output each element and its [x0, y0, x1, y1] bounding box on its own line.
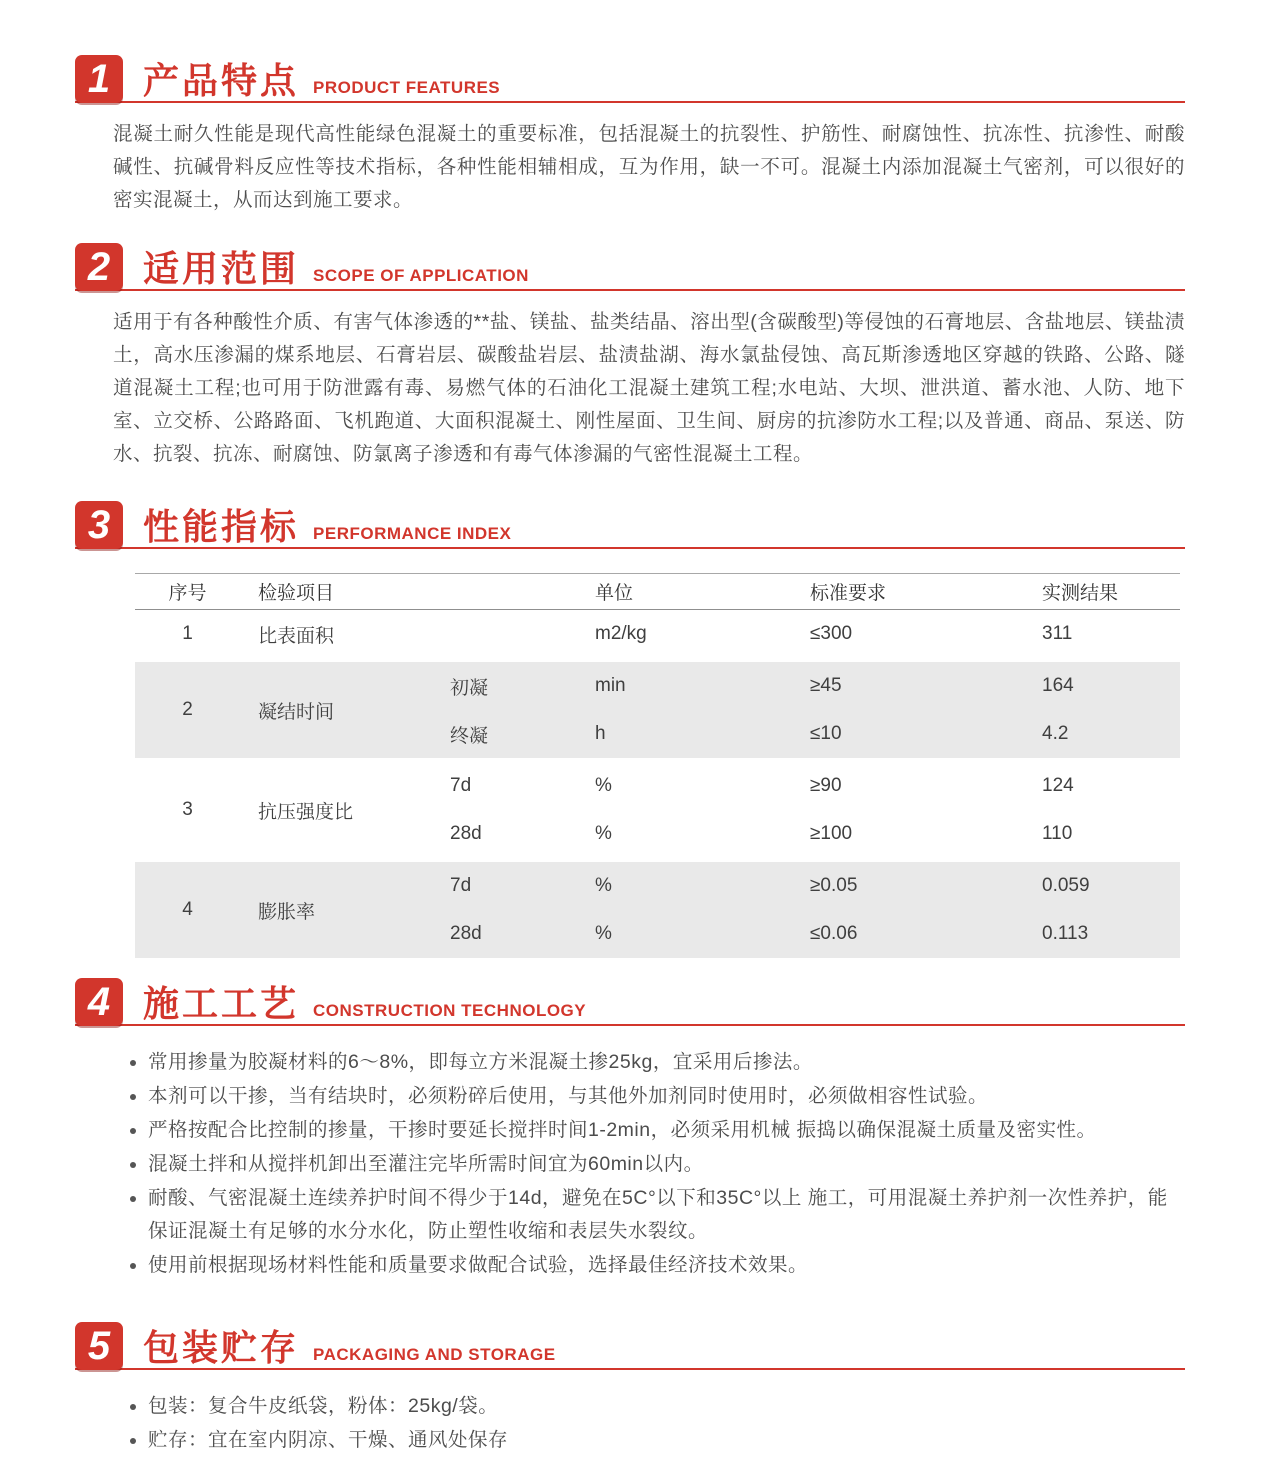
section-subtitle: SCOPE OF APPLICATION — [313, 266, 529, 285]
section-title: 产品特点 — [143, 60, 300, 101]
cell-no: 4 — [182, 899, 193, 920]
col-header-result: 实测结果 — [1042, 583, 1119, 604]
section-product-features — [0, 0, 1280, 217]
cell-result: 164 — [1042, 675, 1074, 696]
cell-standard: ≤300 — [810, 623, 853, 644]
cell-unit: min — [595, 675, 626, 696]
cell-item: 比表面积 — [258, 625, 335, 647]
table-subrow — [430, 762, 1180, 810]
section-packaging-storage — [0, 1322, 1280, 1457]
cell-unit: % — [595, 823, 612, 844]
list-item: 贮存：宜在室内阴凉、干燥、通风处保存 — [128, 1424, 1185, 1457]
section-header — [75, 243, 1185, 291]
cell-sub: 28d — [450, 923, 482, 944]
list-item: 本剂可以干掺，当有结块时，必须粉碎后使用，与其他外加剂同时使用时，必须做相容性试验。 — [128, 1080, 1185, 1113]
list-item: 严格按配合比控制的掺量，干掺时要延长搅拌时间1-2min，必须采用机械 振捣以确保混凝土质量及密实性。 — [128, 1114, 1185, 1147]
table-subrow — [430, 910, 1180, 958]
cell-standard: ≥45 — [810, 675, 842, 696]
list-item: 耐酸、气密混凝土连续养护时间不得少于14d，避免在5C°以下和35C°以上 施工，可用混凝土养护剂一次性养护，能保证混凝土有足够的水分水化，防止塑性收缩和表层失水裂纹。 — [128, 1182, 1185, 1248]
cell-result: 311 — [1042, 623, 1073, 644]
application-paragraph: 适用于有各种酸性介质、有害气体渗透的**盐、镁盐、盐类结晶、溶出型(含碳酸型)等侵蚀的石膏地层、含盐地层、镁盐渍土，高水压渗漏的煤系地层、石膏岩层、碳酸盐岩层、盐渍盐湖、海水氯盐侵蚀、高瓦斯渗透地区穿越的铁路、公路、隧道混凝土工程;也可用于防泄露有毒、易燃气体的石油化工混凝土建筑工程;水电站、大坝、泄洪道、蓄水池、人防、地下室、立交桥、公路路面、飞机跑道、大面积混凝土、刚性屋面、卫生间、厨房的抗渗防水工程;以及普通、商品、泵送、防水、抗裂、抗冻、耐腐蚀、防氯离子渗透和有毒气体渗漏的气密性混凝土工程。 — [113, 311, 1185, 465]
cell-no: 3 — [182, 799, 193, 820]
section-header — [75, 978, 1185, 1026]
cell-standard: ≥0.05 — [810, 875, 858, 896]
cell-sub: 初凝 — [450, 677, 489, 699]
cell-standard: ≤10 — [810, 723, 842, 744]
table-row — [135, 762, 1180, 858]
cell-no: 2 — [182, 699, 193, 720]
cell-sub: 28d — [450, 823, 482, 844]
section-header — [75, 55, 1185, 103]
performance-table — [135, 573, 1180, 958]
cell-unit: m2/kg — [595, 623, 647, 644]
list-item: 混凝土拌和从搅拌机卸出至灌注完毕所需时间宜为60min以内。 — [128, 1148, 1185, 1181]
cell-unit: % — [595, 775, 612, 796]
cell-item: 膨胀率 — [258, 901, 316, 923]
section-number-badge: 3 — [75, 501, 123, 549]
list-item: 常用掺量为胶凝材料的6～8%，即每立方米混凝土掺25kg，宜采用后掺法。 — [128, 1046, 1185, 1079]
table-row — [135, 662, 1180, 758]
section-header — [75, 1322, 1185, 1370]
table-row — [135, 862, 1180, 958]
cell-unit: % — [595, 923, 612, 944]
section-number-badge: 4 — [75, 978, 123, 1026]
section-number-badge: 1 — [75, 55, 123, 103]
cell-standard: ≥90 — [810, 775, 842, 796]
cell-sub: 终凝 — [450, 725, 489, 747]
col-header-standard: 标准要求 — [810, 583, 887, 604]
cell-unit: h — [595, 723, 606, 744]
cell-result: 4.2 — [1042, 723, 1069, 744]
features-paragraph: 混凝土耐久性能是现代高性能绿色混凝土的重要标准，包括混凝土的抗裂性、护筋性、耐腐蚀性、抗冻性、抗渗性、耐酸碱性、抗碱骨料反应性等技术指标，各种性能相辅相成，互为作用，缺一不可。混凝土内添加混凝土气密剂，可以很好的密实混凝土，从而达到施工要求。 — [113, 123, 1185, 211]
table-subrow — [430, 710, 1180, 758]
section-title: 性能指标 — [143, 506, 300, 547]
table-row — [135, 610, 1180, 658]
section-subtitle: PACKAGING AND STORAGE — [313, 1345, 556, 1364]
section-number-badge: 2 — [75, 243, 123, 291]
section-number-badge: 5 — [75, 1322, 123, 1370]
section-title: 包装贮存 — [143, 1327, 300, 1368]
table-subrow — [430, 810, 1180, 858]
packaging-notes-list — [128, 1390, 1185, 1457]
cell-no: 1 — [182, 623, 193, 644]
section-performance-index — [0, 501, 1280, 958]
section-title: 适用范围 — [143, 248, 300, 289]
table-subrow — [430, 662, 1180, 710]
list-item: 使用前根据现场材料性能和质量要求做配合试验，选择最佳经济技术效果。 — [128, 1249, 1185, 1282]
cell-unit: % — [595, 875, 612, 896]
cell-standard: ≤0.06 — [810, 923, 858, 944]
cell-result: 0.059 — [1042, 875, 1090, 896]
cell-sub: 7d — [450, 875, 472, 896]
cell-result: 110 — [1042, 823, 1073, 844]
section-subtitle: CONSTRUCTION TECHNOLOGY — [313, 1001, 587, 1020]
section-subtitle: PRODUCT FEATURES — [313, 78, 501, 97]
cell-result: 124 — [1042, 775, 1074, 796]
cell-sub: 7d — [450, 775, 472, 796]
list-item: 包装：复合牛皮纸袋，粉体：25kg/袋。 — [128, 1390, 1185, 1423]
table-subrow — [430, 610, 1180, 658]
col-header-item: 检验项目 — [258, 583, 335, 604]
cell-standard: ≥100 — [810, 823, 853, 844]
cell-item: 抗压强度比 — [258, 801, 354, 823]
section-header — [75, 501, 1185, 549]
col-header-no: 序号 — [168, 583, 207, 604]
table-header-row — [135, 573, 1180, 610]
section-construction-technology — [0, 978, 1280, 1282]
section-title: 施工工艺 — [143, 983, 300, 1024]
construction-notes-list — [128, 1046, 1185, 1282]
cell-result: 0.113 — [1042, 923, 1089, 944]
table-subrow — [430, 862, 1180, 910]
section-scope-of-application — [0, 243, 1280, 471]
cell-item: 凝结时间 — [258, 701, 335, 723]
col-header-unit: 单位 — [595, 583, 634, 604]
section-subtitle: PERFORMANCE INDEX — [313, 524, 512, 543]
